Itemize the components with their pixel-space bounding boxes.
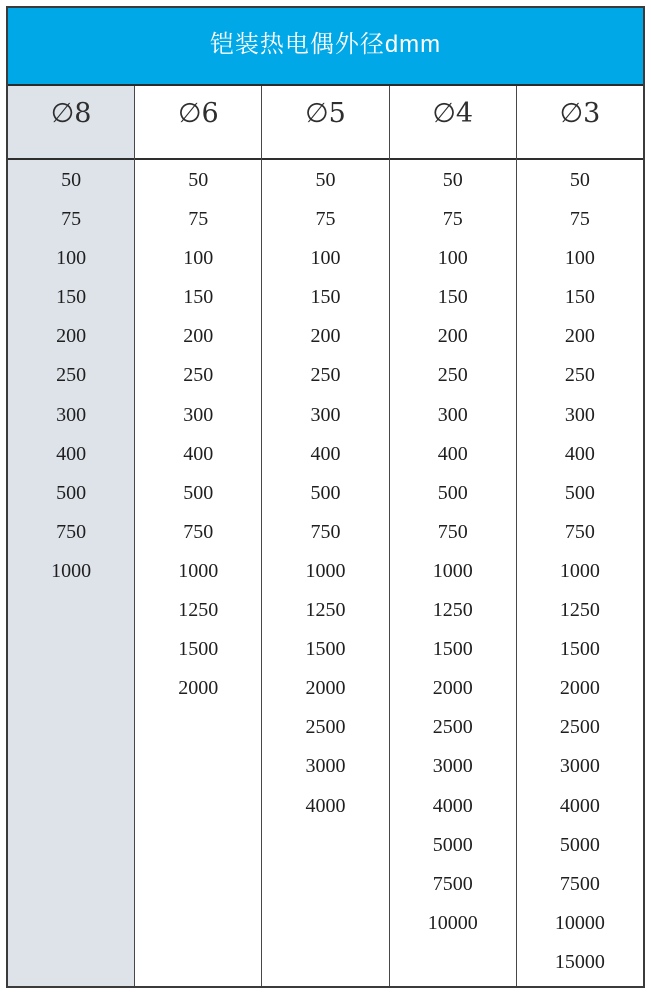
- thermocouple-diameter-table: [6, 6, 645, 988]
- length-value: 15000: [554, 950, 605, 973]
- length-value: 250: [310, 364, 341, 387]
- length-value: 300: [437, 403, 468, 426]
- length-value: 250: [56, 364, 87, 387]
- length-value: 1500: [432, 638, 473, 661]
- length-value: 500: [437, 481, 468, 504]
- length-value: 150: [437, 286, 468, 309]
- length-value: 500: [564, 481, 595, 504]
- column-values-d5: [262, 160, 388, 986]
- length-value: 500: [183, 481, 214, 504]
- length-value: 400: [310, 442, 341, 465]
- length-value: 750: [564, 520, 595, 543]
- length-value: 2000: [432, 677, 473, 700]
- length-value: 1250: [305, 599, 346, 622]
- length-value: 2500: [305, 716, 346, 739]
- length-value: 3000: [432, 755, 473, 778]
- length-value: 300: [56, 403, 87, 426]
- length-value: 50: [61, 169, 82, 191]
- length-value: 100: [564, 247, 595, 270]
- length-value: 150: [183, 286, 214, 309]
- length-value: 2000: [305, 677, 346, 700]
- column-values-d3: [517, 160, 643, 986]
- length-value: 50: [188, 169, 209, 191]
- length-value: 1250: [559, 599, 600, 622]
- length-value: 400: [437, 442, 468, 465]
- length-value: 1000: [305, 559, 346, 582]
- length-value: 100: [437, 247, 468, 270]
- length-value: 7500: [559, 872, 600, 895]
- length-value: 3000: [559, 755, 600, 778]
- length-value: 100: [183, 247, 214, 270]
- length-value: 1250: [178, 599, 219, 622]
- column-d3: [516, 86, 643, 986]
- length-value: 300: [564, 403, 595, 426]
- length-value: 200: [310, 325, 341, 348]
- length-value: 75: [188, 208, 209, 231]
- length-value: 250: [437, 364, 468, 387]
- column-header-d3: ∅3: [517, 86, 643, 160]
- column-values-d6: [135, 160, 261, 986]
- length-value: 4000: [432, 794, 473, 817]
- column-d8: [8, 86, 134, 986]
- length-value: 1000: [559, 559, 600, 582]
- length-value: 4000: [305, 794, 346, 817]
- length-value: 1000: [432, 559, 473, 582]
- length-value: 250: [183, 364, 214, 387]
- length-value: 7500: [432, 872, 473, 895]
- length-value: 500: [310, 481, 341, 504]
- length-value: 300: [310, 403, 341, 426]
- column-header-d6: ∅6: [135, 86, 261, 160]
- column-header-d4: ∅4: [390, 86, 516, 160]
- length-value: 750: [56, 520, 87, 543]
- length-value: 2500: [432, 716, 473, 739]
- length-value: 5000: [559, 833, 600, 856]
- length-value: 500: [56, 481, 87, 504]
- length-value: 1000: [51, 559, 92, 582]
- length-value: 1250: [432, 599, 473, 622]
- length-value: 150: [56, 286, 87, 309]
- table-title: 铠装热电偶外径dmm: [8, 8, 643, 86]
- length-value: 50: [569, 169, 590, 191]
- length-value: 750: [310, 520, 341, 543]
- length-value: 200: [56, 325, 87, 348]
- column-header-d5: ∅5: [262, 86, 388, 160]
- length-value: 2000: [559, 677, 600, 700]
- length-value: 1500: [178, 638, 219, 661]
- length-value: 4000: [559, 794, 600, 817]
- length-value: 400: [56, 442, 87, 465]
- column-d4: [389, 86, 516, 986]
- length-value: 10000: [427, 911, 478, 934]
- length-value: 2000: [178, 677, 219, 700]
- length-value: 200: [437, 325, 468, 348]
- length-value: 100: [310, 247, 341, 270]
- length-value: 75: [315, 208, 336, 231]
- length-value: 300: [183, 403, 214, 426]
- length-value: 5000: [432, 833, 473, 856]
- column-values-d8: [8, 160, 134, 986]
- length-value: 250: [564, 364, 595, 387]
- length-value: 200: [183, 325, 214, 348]
- length-value: 75: [61, 208, 82, 231]
- length-value: 400: [564, 442, 595, 465]
- column-values-d4: [390, 160, 516, 986]
- column-header-d8: ∅8: [8, 86, 134, 160]
- column-d6: [134, 86, 261, 986]
- length-value: 100: [56, 247, 87, 270]
- length-value: 400: [183, 442, 214, 465]
- column-d5: [261, 86, 388, 986]
- length-value: 10000: [554, 911, 605, 934]
- table-columns: [8, 86, 643, 986]
- length-value: 1500: [559, 638, 600, 661]
- length-value: 50: [442, 169, 463, 191]
- length-value: 200: [564, 325, 595, 348]
- length-value: 150: [310, 286, 341, 309]
- length-value: 50: [315, 169, 336, 191]
- length-value: 75: [442, 208, 463, 231]
- length-value: 3000: [305, 755, 346, 778]
- length-value: 2500: [559, 716, 600, 739]
- length-value: 75: [569, 208, 590, 231]
- length-value: 150: [564, 286, 595, 309]
- length-value: 1500: [305, 638, 346, 661]
- length-value: 1000: [178, 559, 219, 582]
- length-value: 750: [183, 520, 214, 543]
- length-value: 750: [437, 520, 468, 543]
